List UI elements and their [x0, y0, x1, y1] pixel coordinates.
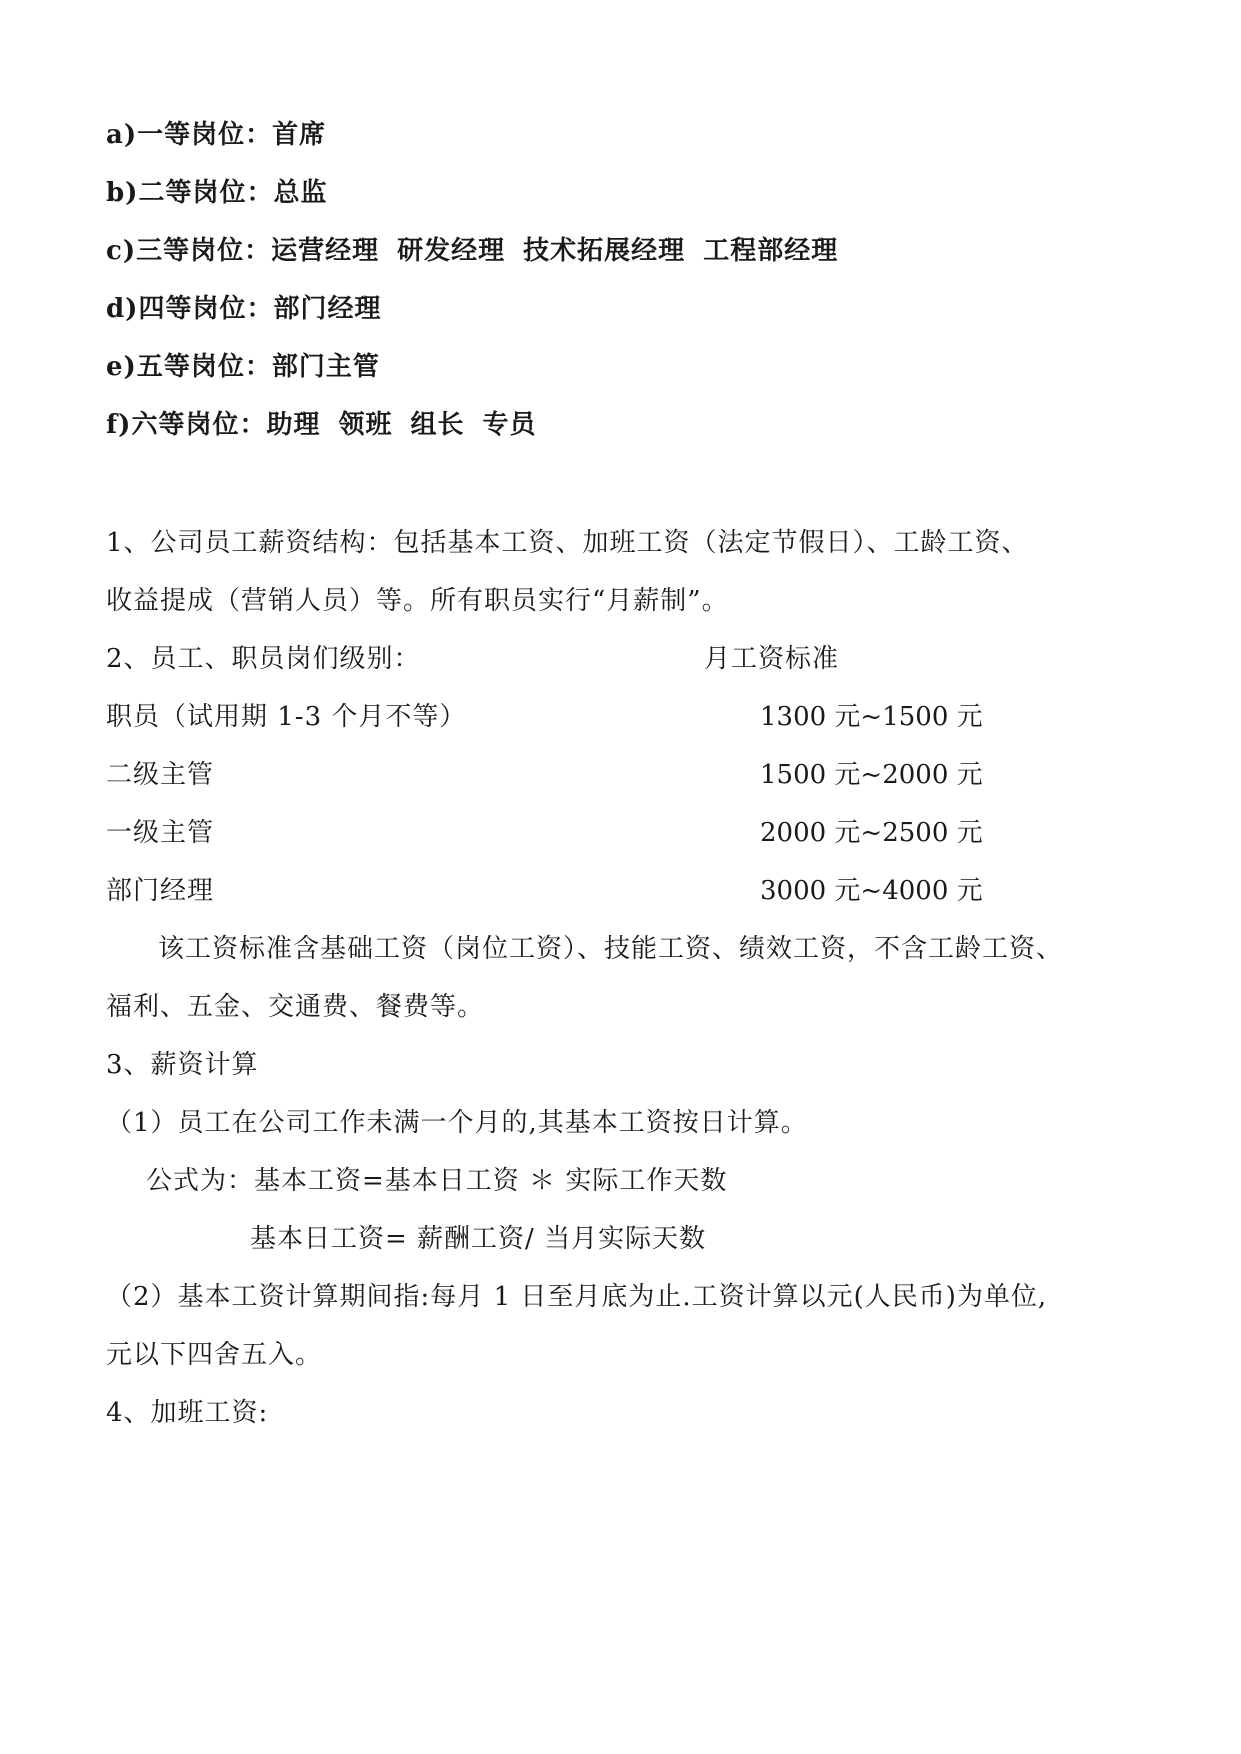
section3-item2-line1: （2）基本工资计算期间指:每月 1 日至月底为止.工资计算以元(人民币)为单位,: [106, 1282, 1048, 1312]
salary-column-header: 月工资标准: [704, 644, 840, 674]
position-item: 首席: [272, 120, 327, 150]
position-label: f)六等岗位：: [106, 410, 267, 440]
position-label: c)三等岗位：: [106, 236, 272, 266]
position-label: b)二等岗位：: [106, 178, 274, 208]
section1-line2: 收益提成（营销人员）等。所有职员实行“月薪制”。: [106, 586, 729, 616]
section1-line1: 1、公司员工薪资结构：包括基本工资、加班工资（法定节假日）、工龄工资、: [106, 528, 1029, 558]
position-item: 工程部经理: [703, 236, 839, 266]
salary-range-value: 1300 元~1500 元: [760, 702, 983, 732]
salary-range-value: 3000 元~4000 元: [760, 876, 983, 906]
position-item: 领班: [338, 410, 393, 440]
formula-basic-wage: 公式为：基本工资=基本日工资 ＊ 实际工作天数: [146, 1166, 728, 1196]
position-grade-d: [106, 292, 382, 326]
position-item: 专员: [482, 410, 537, 440]
position-item: 部门经理: [273, 294, 382, 324]
section4-heading: 4、加班工资:: [106, 1398, 269, 1428]
section3-heading: 3、薪资计算: [106, 1050, 259, 1080]
position-item: 组长: [410, 410, 465, 440]
salary-level-label: 职员（试用期 1-3 个月不等）: [106, 702, 467, 732]
position-label: a)一等岗位：: [106, 120, 273, 150]
position-item: 部门主管: [271, 352, 380, 382]
salary-range-value: 1500 元~2000 元: [760, 760, 983, 790]
salary-note-line2: 福利、五金、交通费、餐费等。: [106, 992, 485, 1022]
position-item: 运营经理: [271, 236, 380, 266]
section2-heading: 2、员工、职员岗们级别：: [106, 644, 421, 674]
position-grade-b: [106, 176, 328, 210]
position-item: 助理: [266, 410, 321, 440]
position-grade-e: [106, 350, 380, 384]
salary-level-label: 一级主管: [106, 818, 215, 848]
position-label: e)五等岗位：: [106, 352, 272, 382]
formula-daily-wage: 基本日工资= 薪酬工资/ 当月实际天数: [250, 1224, 707, 1254]
position-item: 总监: [273, 178, 328, 208]
position-item: 技术拓展经理: [523, 236, 686, 266]
position-grade-c: [106, 234, 856, 268]
position-label: d)四等岗位：: [106, 294, 274, 324]
salary-level-label: 二级主管: [106, 760, 215, 790]
position-grade-f: [106, 408, 555, 442]
position-grade-a: [106, 118, 326, 152]
salary-level-label: 部门经理: [106, 876, 215, 906]
section3-item1: （1）员工在公司工作未满一个月的,其基本工资按日计算。: [106, 1108, 808, 1138]
salary-note-line1: 该工资标准含基础工资（岗位工资）、技能工资、绩效工资，不含工龄工资、: [158, 934, 1064, 964]
salary-range-value: 2000 元~2500 元: [760, 818, 983, 848]
position-item: 研发经理: [397, 236, 506, 266]
section3-item2-line2: 元以下四舍五入。: [106, 1340, 323, 1370]
